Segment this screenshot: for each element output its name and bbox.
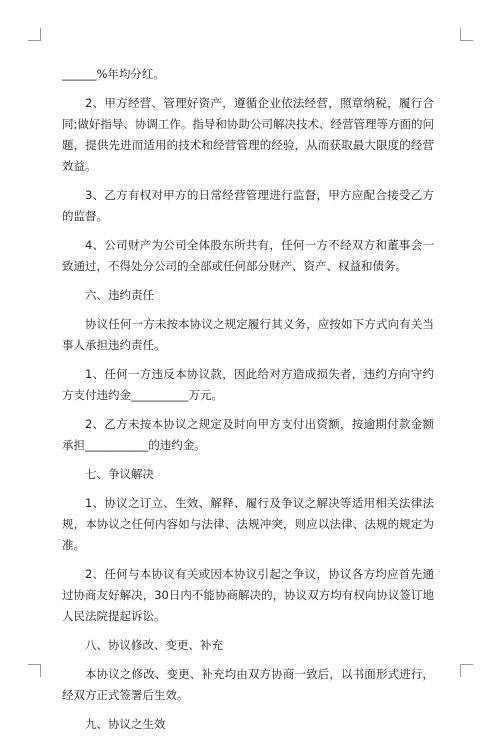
paragraph-dividend: ______%年均分红。	[62, 67, 165, 81]
crop-mark-top-right	[460, 28, 473, 41]
paragraph-company-property: 4、公司财产为公司全体股东所共有，任何一方不经双方和董事会一致通过，不得处分公司的全部或任何部分财产、资产、权益和债务。	[62, 238, 434, 273]
paragraph-party-b-supervision: 3、乙方有权对甲方的日常经营管理进行监督，甲方应配合接受乙方的监督。	[62, 188, 434, 223]
paragraph-party-a-duties: 2、甲方经营、管理好资产，遵循企业依法经营，照章纳税，履行合同;做好指导、协调工作。指导和协助公司解决技术、经营管理等方面的问题，提供先进而适用的技术和经营管理的经验，从而获取最大限度的经营效益。	[62, 96, 434, 173]
section-heading-dispute: 七、争议解决	[85, 467, 154, 481]
section-heading-breach: 六、违约责任	[85, 288, 154, 302]
paragraph-breach-item-1: 1、任何一方违反本协议款，因此给对方造成损失者，违约方向守约方支付违约金__________万元。	[62, 367, 434, 402]
paragraph-breach-item-2: 2、乙方未按本协议之规定及时向甲方支付出资额，按逾期付款金额承担___________的违约金。	[62, 417, 434, 452]
document-body	[62, 64, 434, 743]
crop-mark-top-left	[28, 28, 41, 41]
paragraph-dispute-item-2: 2、任何与本协议有关或因本协议引起之争议，协议各方均应首先通过协商友好解决，30日内不能协商解决的，协议双方均有权向协议签订地人民法院提起诉讼。	[62, 567, 434, 623]
section-heading-amendment: 八、协议修改、变更、补充	[85, 638, 223, 652]
crop-mark-bottom-right	[460, 664, 473, 677]
paragraph-dispute-item-1: 1、协议之订立、生效、解释、履行及争议之解决等适用相关法律法规，本协议之任何内容如与法律、法规冲突，则应以法律、法规的规定为准。	[62, 496, 434, 552]
crop-mark-bottom-left	[28, 664, 41, 677]
paragraph-amendment: 本协议之修改、变更、补充均由双方协商一致后，以书面形式进行，经双方正式签署后生效。	[62, 667, 434, 702]
section-heading-effectiveness: 九、协议之生效	[85, 717, 166, 731]
paragraph-breach-intro: 协议任何一方未按本协议之规定履行其义务，应按如下方式向有关当事人承担违约责任。	[62, 317, 434, 352]
